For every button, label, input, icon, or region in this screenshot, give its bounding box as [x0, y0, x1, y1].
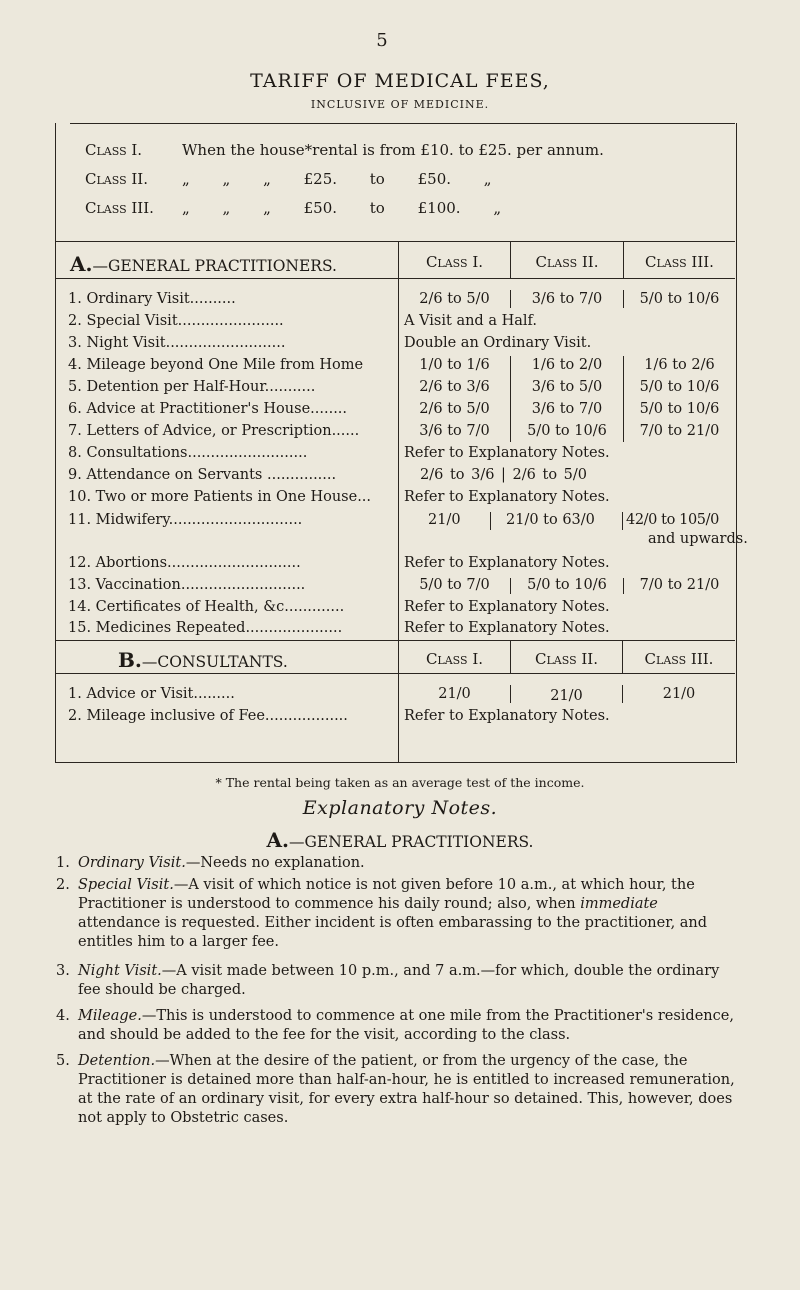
- note-emphasis: immediate: [580, 896, 658, 912]
- cell-divider: [510, 578, 511, 594]
- cell-divider: [510, 290, 511, 308]
- class-description: „ „ „ £25. to £50. „: [182, 170, 492, 188]
- note-term: Detention.: [78, 1053, 156, 1069]
- fee-item-label: 12. Abortions.............................: [68, 555, 301, 571]
- explanatory-note: [56, 854, 748, 873]
- fee-note: Refer to Explanatory Notes.: [404, 599, 610, 615]
- page-subtitle: INCLUSIVE OF MEDICINE.: [310, 98, 490, 111]
- fee-note: A Visit and a Half.: [404, 313, 537, 329]
- note-text: —This is understood to commence at one mile from the Practitioner's residence, and should be added to the fee for the visit, according to the class.: [78, 1008, 734, 1043]
- fee-note: Refer to Explanatory Notes.: [404, 708, 610, 724]
- fee-class-2: 1/6 to 2/0: [531, 357, 603, 373]
- section-title: —CONSULTANTS.: [141, 653, 288, 671]
- cell-divider: [510, 356, 511, 442]
- explanatory-note: [56, 1052, 738, 1128]
- fee-item-label: 3. Night Visit..........................: [68, 335, 286, 351]
- table-bottom-rule: [55, 762, 735, 763]
- fee-note: 2/6 to 3/6 | 2/6 to 5/0: [420, 467, 587, 483]
- cell-divider: [623, 290, 624, 308]
- fee-class-3: 1/6 to 2/6: [644, 357, 715, 373]
- fee-class-1: 2/6 to 5/0: [419, 401, 490, 417]
- fee-class-2: 3/6 to 5/0: [531, 379, 603, 395]
- col-header-class-3: Class III.: [645, 253, 714, 271]
- note-text: —A visit made between 10 p.m., and 7 a.m.—for which, double the ordinary fee should be charged.: [78, 963, 720, 998]
- cell-divider: [622, 685, 623, 703]
- note-number: 5.: [56, 1053, 70, 1069]
- fee-note: Refer to Explanatory Notes.: [404, 445, 610, 461]
- section-title: —GENERAL PRACTITIONERS.: [92, 257, 337, 275]
- fee-item-label: 15. Medicines Repeated.....................: [68, 620, 343, 636]
- class-description: When the house*rental is from £10. to £25. per annum.: [182, 141, 604, 159]
- cell-divider: [510, 685, 511, 703]
- fee-class-2: 21/0 to 63/0: [506, 512, 595, 528]
- fee-class-2: 3/6 to 7/0: [531, 291, 603, 307]
- note-number: 3.: [56, 963, 70, 979]
- fee-class-3: 42/0 to 105/0: [626, 512, 719, 528]
- section-b-header-rule: [55, 673, 735, 674]
- cell-divider: [622, 512, 623, 530]
- class-description: „ „ „ £50. to £100. „: [182, 199, 502, 217]
- fee-item-label: 8. Consultations..........................: [68, 445, 308, 461]
- section-a-header-rule: [55, 278, 735, 279]
- fee-item-label: 5. Detention per Half-Hour...........: [68, 379, 316, 395]
- note-text: —Needs no explanation.: [185, 855, 365, 871]
- section-letter: A.: [70, 252, 93, 276]
- col-header-class-3: Class III.: [644, 650, 714, 668]
- fee-item-label: 9. Attendance on Servants ...............: [68, 467, 337, 483]
- note-text: —A visit of which notice is not given before 10 a.m., at which hour, the Practitioner is understood to commence his daily round; also, when: [78, 877, 695, 912]
- fee-class-3: 5/0 to 10/6: [639, 401, 720, 417]
- fee-class-3: 21/0: [662, 686, 696, 702]
- fee-class-1: 5/0 to 7/0: [419, 577, 490, 593]
- fee-class-1: 1/0 to 1/6: [419, 357, 490, 373]
- class-divider-rule: [55, 241, 735, 242]
- fee-class-3-note: and upwards.: [648, 531, 748, 547]
- note-term: Special Visit.: [78, 877, 174, 893]
- explanatory-note: [56, 962, 738, 1000]
- section-letter: A.: [266, 828, 289, 852]
- fee-item-label: 14. Certificates of Health, &c.............: [68, 599, 345, 615]
- fee-item-label: 2. Mileage inclusive of Fee..................: [68, 708, 348, 724]
- note-number: 4.: [56, 1008, 70, 1024]
- fee-class-2: 21/0: [550, 688, 583, 704]
- col-header-class-1: Class I.: [425, 253, 484, 271]
- table-top-rule: [70, 123, 735, 124]
- note-number: 2.: [56, 877, 70, 893]
- fee-item-label: 10. Two or more Patients in One House...: [68, 489, 372, 505]
- fee-class-1: 21/0: [428, 512, 461, 528]
- rental-footnote: * The rental being taken as an average test of the income.: [215, 775, 585, 790]
- explanatory-heading: [0, 828, 800, 852]
- fee-class-2: 5/0 to 10/6: [527, 423, 607, 439]
- fee-item-label: 6. Advice at Practitioner's House........: [68, 401, 348, 417]
- col-header-class-1: Class I.: [425, 650, 484, 668]
- fee-class-1: 21/0: [438, 686, 471, 702]
- fee-item-label: 2. Special Visit.......................: [68, 313, 284, 329]
- note-term: Ordinary Visit.: [78, 855, 186, 871]
- fee-item-label: 1. Advice or Visit.........: [68, 686, 235, 702]
- section-b-top-rule: [55, 640, 735, 641]
- section-b-heading: [118, 648, 288, 672]
- page-number: 5: [376, 30, 388, 51]
- col-header-class-2: Class II.: [535, 650, 598, 668]
- fee-note: Double an Ordinary Visit.: [404, 335, 592, 351]
- fee-item-label: 11. Midwifery.............................: [68, 512, 303, 528]
- fee-class-1: 2/6 to 3/6: [419, 379, 490, 395]
- fee-note: Refer to Explanatory Notes.: [404, 489, 610, 505]
- fee-item-label: 1. Ordinary Visit..........: [68, 291, 236, 307]
- note-term: Night Visit.: [78, 963, 162, 979]
- class-label: Class I.: [85, 141, 143, 159]
- fee-note: Refer to Explanatory Notes.: [404, 555, 610, 571]
- fee-item-label: 13. Vaccination...........................: [68, 577, 306, 593]
- explanatory-note: [56, 876, 738, 952]
- note-text: attendance is requested. Either incident is often embarassing to the practitioner, and entitles him to a larger fee.: [78, 915, 708, 950]
- fee-class-3: 5/0 to 10/6: [639, 379, 720, 395]
- cell-divider: [623, 356, 624, 442]
- note-text: —When at the desire of the patient, or from the urgency of the case, the Practitioner is detained more than half-an-hour, he is entitled to increased remuneration, at the rate of an ordinary visit, for every extra half-hour so detained. This, however, does not apply to Obstetric cases.: [78, 1053, 735, 1126]
- note-term: Mileage.: [78, 1008, 142, 1024]
- page-title: TARIFF OF MEDICAL FEES,: [250, 70, 550, 92]
- fee-class-2: 5/0 to 10/6: [527, 577, 607, 593]
- col-header-class-2: Class II.: [535, 253, 599, 271]
- cell-divider: [490, 512, 491, 530]
- fee-note: Refer to Explanatory Notes.: [404, 620, 610, 636]
- cell-divider: [623, 578, 624, 594]
- fee-item-label: 4. Mileage beyond One Mile from Home: [68, 357, 364, 373]
- fee-class-2: 3/6 to 7/0: [531, 401, 603, 417]
- class-label: Class III.: [85, 199, 154, 217]
- fee-class-3: 5/0 to 10/6: [639, 291, 720, 307]
- explanatory-note: [56, 1007, 738, 1045]
- section-letter: B.: [118, 648, 142, 672]
- fee-class-1: 2/6 to 5/0: [419, 291, 490, 307]
- fee-class-1: 3/6 to 7/0: [419, 423, 490, 439]
- explanatory-notes-title: Explanatory Notes.: [302, 797, 498, 819]
- fee-class-3: 7/0 to 21/0: [639, 577, 720, 593]
- note-number: 1.: [56, 855, 70, 871]
- class-label: Class II.: [85, 170, 148, 188]
- fee-class-3: 7/0 to 21/0: [639, 423, 720, 439]
- fee-item-label: 7. Letters of Advice, or Prescription......: [68, 423, 360, 439]
- section-a-heading: [70, 252, 337, 276]
- section-title: —GENERAL PRACTITIONERS.: [289, 833, 534, 851]
